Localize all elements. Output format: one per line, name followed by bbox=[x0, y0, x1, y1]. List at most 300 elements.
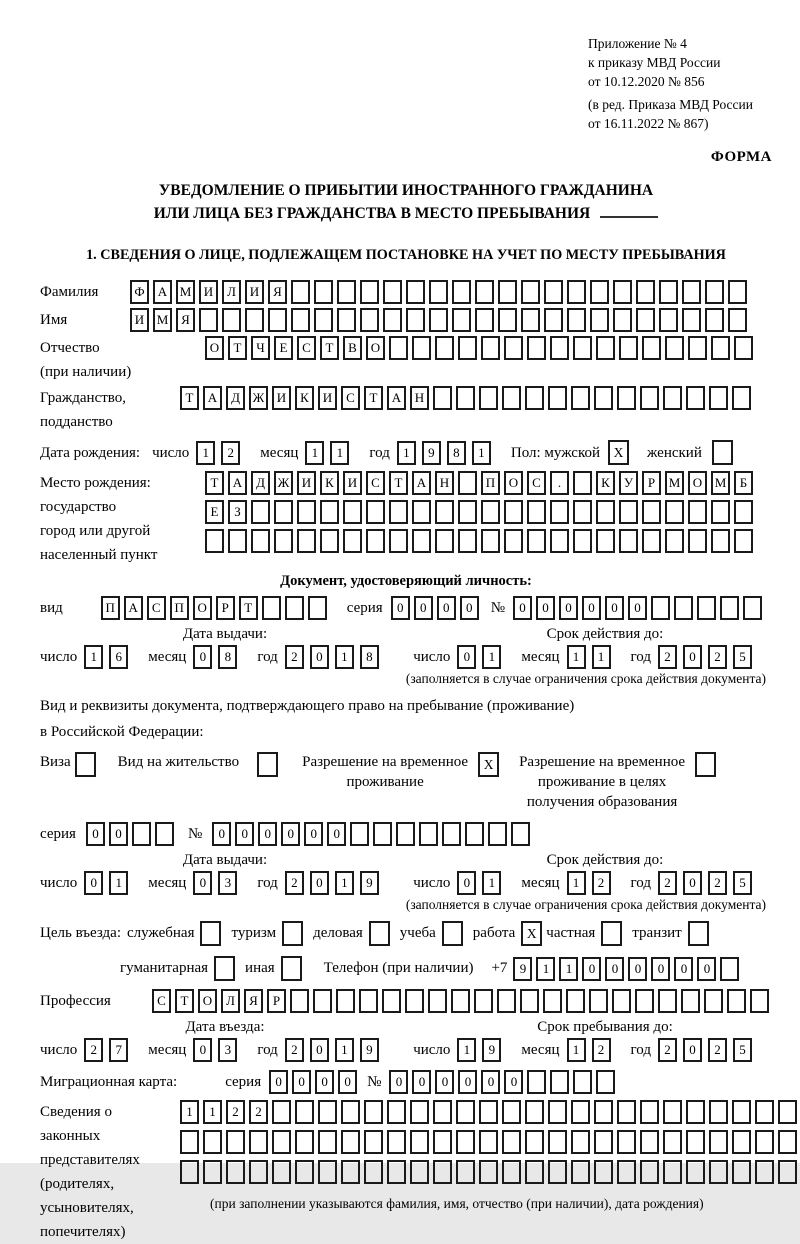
char-cell[interactable] bbox=[635, 989, 654, 1013]
char-cell[interactable]: 2 bbox=[285, 645, 304, 669]
char-cell[interactable] bbox=[778, 1130, 797, 1154]
char-cell[interactable]: . bbox=[550, 471, 569, 495]
char-cell[interactable] bbox=[412, 336, 431, 360]
char-cell[interactable] bbox=[778, 1100, 797, 1124]
char-cell[interactable]: Н bbox=[435, 471, 454, 495]
char-cell[interactable] bbox=[364, 1130, 383, 1154]
doc-issue-day[interactable] bbox=[84, 645, 134, 669]
char-cell[interactable]: 0 bbox=[582, 596, 601, 620]
char-cell[interactable]: 0 bbox=[310, 1038, 329, 1062]
char-cell[interactable] bbox=[617, 1160, 636, 1184]
char-cell[interactable] bbox=[435, 529, 454, 553]
char-cell[interactable] bbox=[341, 1100, 360, 1124]
char-cell[interactable] bbox=[550, 336, 569, 360]
char-cell[interactable] bbox=[488, 822, 507, 846]
char-cell[interactable] bbox=[525, 1100, 544, 1124]
migr-number-input[interactable] bbox=[389, 1070, 619, 1094]
char-cell[interactable] bbox=[433, 1100, 452, 1124]
char-cell[interactable]: Ф bbox=[130, 280, 149, 304]
char-cell[interactable] bbox=[318, 1100, 337, 1124]
char-cell[interactable] bbox=[465, 822, 484, 846]
char-cell[interactable] bbox=[663, 1100, 682, 1124]
char-cell[interactable] bbox=[180, 1130, 199, 1154]
char-cell[interactable]: Я bbox=[268, 280, 287, 304]
char-cell[interactable] bbox=[778, 1160, 797, 1184]
char-cell[interactable] bbox=[594, 1160, 613, 1184]
char-cell[interactable] bbox=[573, 500, 592, 524]
char-cell[interactable]: Ч bbox=[251, 336, 270, 360]
char-cell[interactable]: М bbox=[711, 471, 730, 495]
char-cell[interactable]: 1 bbox=[567, 645, 586, 669]
char-cell[interactable]: 1 bbox=[482, 871, 501, 895]
char-cell[interactable] bbox=[249, 1130, 268, 1154]
char-cell[interactable]: О bbox=[193, 596, 212, 620]
char-cell[interactable] bbox=[228, 529, 247, 553]
char-cell[interactable] bbox=[709, 1130, 728, 1154]
char-cell[interactable] bbox=[343, 500, 362, 524]
doc-expiry-month[interactable] bbox=[567, 645, 617, 669]
char-cell[interactable] bbox=[663, 1130, 682, 1154]
char-cell[interactable]: 8 bbox=[447, 441, 466, 465]
doc-number-input[interactable] bbox=[513, 596, 766, 620]
char-cell[interactable] bbox=[658, 989, 677, 1013]
char-cell[interactable]: 0 bbox=[269, 1070, 288, 1094]
char-cell[interactable]: С bbox=[297, 336, 316, 360]
char-cell[interactable] bbox=[755, 1130, 774, 1154]
char-cell[interactable] bbox=[640, 1160, 659, 1184]
char-cell[interactable] bbox=[548, 386, 567, 410]
char-cell[interactable]: Я bbox=[176, 308, 195, 332]
char-cell[interactable] bbox=[686, 1160, 705, 1184]
char-cell[interactable]: 1 bbox=[196, 441, 215, 465]
char-cell[interactable]: 0 bbox=[435, 1070, 454, 1094]
char-cell[interactable] bbox=[389, 500, 408, 524]
char-cell[interactable]: 0 bbox=[513, 596, 532, 620]
char-cell[interactable] bbox=[308, 596, 327, 620]
birth-place-input-row3[interactable] bbox=[205, 529, 757, 553]
char-cell[interactable] bbox=[589, 989, 608, 1013]
char-cell[interactable] bbox=[406, 308, 425, 332]
char-cell[interactable] bbox=[429, 280, 448, 304]
char-cell[interactable] bbox=[596, 1070, 615, 1094]
char-cell[interactable]: В bbox=[343, 336, 362, 360]
char-cell[interactable] bbox=[711, 529, 730, 553]
char-cell[interactable]: 0 bbox=[460, 596, 479, 620]
char-cell[interactable] bbox=[274, 529, 293, 553]
purpose-delovaya-checkbox[interactable] bbox=[369, 921, 390, 946]
purpose-inaya-checkbox[interactable] bbox=[281, 956, 302, 981]
char-cell[interactable] bbox=[636, 280, 655, 304]
char-cell[interactable] bbox=[550, 500, 569, 524]
char-cell[interactable] bbox=[543, 989, 562, 1013]
char-cell[interactable] bbox=[525, 1130, 544, 1154]
char-cell[interactable]: 2 bbox=[658, 1038, 677, 1062]
name-input[interactable] bbox=[130, 308, 751, 332]
char-cell[interactable]: 1 bbox=[482, 645, 501, 669]
char-cell[interactable] bbox=[481, 500, 500, 524]
char-cell[interactable] bbox=[596, 336, 615, 360]
char-cell[interactable] bbox=[734, 529, 753, 553]
char-cell[interactable] bbox=[249, 1160, 268, 1184]
char-cell[interactable] bbox=[734, 500, 753, 524]
char-cell[interactable]: 5 bbox=[733, 645, 752, 669]
char-cell[interactable] bbox=[686, 1100, 705, 1124]
char-cell[interactable] bbox=[314, 308, 333, 332]
char-cell[interactable]: 0 bbox=[458, 1070, 477, 1094]
birth-month-input[interactable] bbox=[305, 441, 355, 465]
char-cell[interactable] bbox=[226, 1130, 245, 1154]
char-cell[interactable]: 7 bbox=[109, 1038, 128, 1062]
char-cell[interactable]: 1 bbox=[305, 441, 324, 465]
temp-permit-checkbox[interactable]: X bbox=[478, 752, 499, 777]
char-cell[interactable] bbox=[318, 1160, 337, 1184]
char-cell[interactable] bbox=[734, 336, 753, 360]
char-cell[interactable] bbox=[720, 596, 739, 620]
char-cell[interactable]: 0 bbox=[605, 957, 624, 981]
char-cell[interactable]: П bbox=[481, 471, 500, 495]
char-cell[interactable] bbox=[682, 308, 701, 332]
char-cell[interactable] bbox=[458, 471, 477, 495]
char-cell[interactable] bbox=[520, 989, 539, 1013]
char-cell[interactable]: 1 bbox=[472, 441, 491, 465]
char-cell[interactable] bbox=[497, 989, 516, 1013]
char-cell[interactable]: З bbox=[228, 500, 247, 524]
char-cell[interactable] bbox=[458, 529, 477, 553]
char-cell[interactable]: 0 bbox=[683, 871, 702, 895]
char-cell[interactable]: 2 bbox=[249, 1100, 268, 1124]
representatives-input-row2[interactable] bbox=[180, 1130, 800, 1154]
char-cell[interactable] bbox=[544, 280, 563, 304]
entry-year[interactable] bbox=[285, 1038, 385, 1062]
permit-issue-month[interactable] bbox=[193, 871, 243, 895]
char-cell[interactable]: Т bbox=[180, 386, 199, 410]
char-cell[interactable] bbox=[663, 1160, 682, 1184]
char-cell[interactable]: О bbox=[688, 471, 707, 495]
purpose-ucheba-checkbox[interactable] bbox=[442, 921, 463, 946]
char-cell[interactable] bbox=[613, 280, 632, 304]
doc-expiry-day[interactable] bbox=[457, 645, 507, 669]
char-cell[interactable]: Р bbox=[216, 596, 235, 620]
char-cell[interactable] bbox=[387, 1160, 406, 1184]
char-cell[interactable]: 0 bbox=[109, 822, 128, 846]
char-cell[interactable]: Р bbox=[267, 989, 286, 1013]
char-cell[interactable]: 2 bbox=[84, 1038, 103, 1062]
citizenship-input[interactable] bbox=[180, 386, 755, 410]
char-cell[interactable]: 0 bbox=[481, 1070, 500, 1094]
sex-female-checkbox[interactable] bbox=[712, 440, 733, 465]
char-cell[interactable]: 1 bbox=[335, 1038, 354, 1062]
char-cell[interactable] bbox=[527, 500, 546, 524]
char-cell[interactable]: М bbox=[153, 308, 172, 332]
char-cell[interactable]: С bbox=[341, 386, 360, 410]
char-cell[interactable]: А bbox=[228, 471, 247, 495]
char-cell[interactable]: 1 bbox=[536, 957, 555, 981]
char-cell[interactable] bbox=[709, 1160, 728, 1184]
char-cell[interactable] bbox=[550, 1070, 569, 1094]
char-cell[interactable] bbox=[406, 280, 425, 304]
char-cell[interactable]: Т bbox=[205, 471, 224, 495]
char-cell[interactable]: 0 bbox=[258, 822, 277, 846]
char-cell[interactable] bbox=[665, 336, 684, 360]
char-cell[interactable] bbox=[456, 1160, 475, 1184]
char-cell[interactable]: О bbox=[504, 471, 523, 495]
char-cell[interactable] bbox=[155, 822, 174, 846]
char-cell[interactable]: 0 bbox=[628, 957, 647, 981]
char-cell[interactable] bbox=[337, 308, 356, 332]
char-cell[interactable]: 0 bbox=[683, 645, 702, 669]
char-cell[interactable] bbox=[502, 1100, 521, 1124]
edu-permit-checkbox[interactable] bbox=[695, 752, 716, 777]
char-cell[interactable]: 2 bbox=[226, 1100, 245, 1124]
birth-place-input-row2[interactable] bbox=[205, 500, 757, 524]
char-cell[interactable] bbox=[527, 529, 546, 553]
char-cell[interactable] bbox=[502, 386, 521, 410]
char-cell[interactable] bbox=[435, 336, 454, 360]
char-cell[interactable] bbox=[350, 822, 369, 846]
char-cell[interactable]: 2 bbox=[708, 645, 727, 669]
char-cell[interactable] bbox=[295, 1100, 314, 1124]
char-cell[interactable]: О bbox=[198, 989, 217, 1013]
char-cell[interactable] bbox=[262, 596, 281, 620]
stay-day[interactable] bbox=[457, 1038, 507, 1062]
char-cell[interactable] bbox=[548, 1100, 567, 1124]
char-cell[interactable] bbox=[320, 500, 339, 524]
char-cell[interactable]: С bbox=[366, 471, 385, 495]
patronymic-input[interactable] bbox=[205, 336, 757, 360]
char-cell[interactable] bbox=[203, 1130, 222, 1154]
doc-issue-year[interactable] bbox=[285, 645, 385, 669]
char-cell[interactable]: 0 bbox=[315, 1070, 334, 1094]
char-cell[interactable] bbox=[571, 1160, 590, 1184]
char-cell[interactable] bbox=[383, 308, 402, 332]
char-cell[interactable]: Т bbox=[320, 336, 339, 360]
char-cell[interactable]: И bbox=[343, 471, 362, 495]
char-cell[interactable] bbox=[285, 596, 304, 620]
char-cell[interactable] bbox=[590, 280, 609, 304]
char-cell[interactable] bbox=[665, 529, 684, 553]
char-cell[interactable]: М bbox=[665, 471, 684, 495]
char-cell[interactable] bbox=[498, 308, 517, 332]
char-cell[interactable]: А bbox=[387, 386, 406, 410]
char-cell[interactable] bbox=[709, 1100, 728, 1124]
char-cell[interactable]: Т bbox=[175, 989, 194, 1013]
char-cell[interactable] bbox=[705, 280, 724, 304]
char-cell[interactable]: 0 bbox=[457, 645, 476, 669]
char-cell[interactable] bbox=[479, 1100, 498, 1124]
char-cell[interactable]: 0 bbox=[193, 871, 212, 895]
char-cell[interactable]: 2 bbox=[592, 1038, 611, 1062]
char-cell[interactable] bbox=[612, 989, 631, 1013]
char-cell[interactable]: А bbox=[153, 280, 172, 304]
char-cell[interactable]: Ж bbox=[274, 471, 293, 495]
char-cell[interactable]: 0 bbox=[628, 596, 647, 620]
char-cell[interactable] bbox=[682, 280, 701, 304]
birth-year-input[interactable] bbox=[397, 441, 497, 465]
char-cell[interactable] bbox=[711, 336, 730, 360]
char-cell[interactable] bbox=[521, 308, 540, 332]
char-cell[interactable] bbox=[567, 308, 586, 332]
char-cell[interactable] bbox=[456, 1100, 475, 1124]
char-cell[interactable] bbox=[360, 308, 379, 332]
char-cell[interactable] bbox=[596, 529, 615, 553]
permit-issue-year[interactable] bbox=[285, 871, 385, 895]
char-cell[interactable] bbox=[755, 1100, 774, 1124]
char-cell[interactable] bbox=[571, 1100, 590, 1124]
char-cell[interactable] bbox=[732, 386, 751, 410]
char-cell[interactable]: Е bbox=[205, 500, 224, 524]
char-cell[interactable] bbox=[405, 989, 424, 1013]
char-cell[interactable] bbox=[442, 822, 461, 846]
char-cell[interactable] bbox=[619, 529, 638, 553]
char-cell[interactable] bbox=[387, 1130, 406, 1154]
char-cell[interactable]: Т bbox=[239, 596, 258, 620]
char-cell[interactable]: 3 bbox=[218, 1038, 237, 1062]
char-cell[interactable]: 3 bbox=[218, 871, 237, 895]
char-cell[interactable] bbox=[456, 1130, 475, 1154]
char-cell[interactable] bbox=[410, 1100, 429, 1124]
char-cell[interactable] bbox=[750, 989, 769, 1013]
char-cell[interactable]: 9 bbox=[360, 871, 379, 895]
char-cell[interactable]: С bbox=[152, 989, 171, 1013]
char-cell[interactable] bbox=[205, 529, 224, 553]
char-cell[interactable] bbox=[681, 989, 700, 1013]
char-cell[interactable] bbox=[272, 1130, 291, 1154]
char-cell[interactable] bbox=[199, 308, 218, 332]
char-cell[interactable] bbox=[389, 336, 408, 360]
char-cell[interactable]: 1 bbox=[592, 645, 611, 669]
char-cell[interactable] bbox=[636, 308, 655, 332]
char-cell[interactable]: 2 bbox=[285, 871, 304, 895]
char-cell[interactable]: И bbox=[245, 280, 264, 304]
char-cell[interactable]: 0 bbox=[605, 596, 624, 620]
char-cell[interactable]: Н bbox=[410, 386, 429, 410]
char-cell[interactable]: 0 bbox=[304, 822, 323, 846]
doc-type-input[interactable] bbox=[101, 596, 331, 620]
char-cell[interactable]: 0 bbox=[193, 1038, 212, 1062]
char-cell[interactable] bbox=[720, 957, 739, 981]
char-cell[interactable]: С bbox=[147, 596, 166, 620]
char-cell[interactable] bbox=[366, 529, 385, 553]
char-cell[interactable] bbox=[433, 1160, 452, 1184]
char-cell[interactable] bbox=[571, 386, 590, 410]
residence-permit-checkbox[interactable] bbox=[257, 752, 278, 777]
purpose-chastnaya-checkbox[interactable] bbox=[601, 921, 622, 946]
char-cell[interactable]: Т bbox=[228, 336, 247, 360]
char-cell[interactable]: 1 bbox=[567, 1038, 586, 1062]
char-cell[interactable] bbox=[548, 1130, 567, 1154]
char-cell[interactable] bbox=[433, 386, 452, 410]
char-cell[interactable]: И bbox=[297, 471, 316, 495]
char-cell[interactable]: 0 bbox=[683, 1038, 702, 1062]
char-cell[interactable] bbox=[458, 336, 477, 360]
purpose-rabota-checkbox[interactable]: X bbox=[521, 921, 542, 946]
char-cell[interactable] bbox=[458, 500, 477, 524]
char-cell[interactable]: Ж bbox=[249, 386, 268, 410]
char-cell[interactable]: 0 bbox=[414, 596, 433, 620]
char-cell[interactable]: 9 bbox=[360, 1038, 379, 1062]
char-cell[interactable] bbox=[659, 280, 678, 304]
permit-issue-day[interactable] bbox=[84, 871, 134, 895]
char-cell[interactable] bbox=[755, 1160, 774, 1184]
char-cell[interactable]: И bbox=[199, 280, 218, 304]
char-cell[interactable]: 0 bbox=[651, 957, 670, 981]
permit-expiry-month[interactable] bbox=[567, 871, 617, 895]
char-cell[interactable] bbox=[366, 500, 385, 524]
char-cell[interactable] bbox=[573, 336, 592, 360]
char-cell[interactable] bbox=[504, 336, 523, 360]
purpose-tranzit-checkbox[interactable] bbox=[688, 921, 709, 946]
char-cell[interactable] bbox=[429, 308, 448, 332]
char-cell[interactable] bbox=[396, 822, 415, 846]
char-cell[interactable] bbox=[291, 280, 310, 304]
char-cell[interactable] bbox=[594, 1130, 613, 1154]
char-cell[interactable]: И bbox=[130, 308, 149, 332]
char-cell[interactable] bbox=[544, 308, 563, 332]
char-cell[interactable] bbox=[704, 989, 723, 1013]
char-cell[interactable]: О bbox=[205, 336, 224, 360]
entry-month[interactable] bbox=[193, 1038, 243, 1062]
char-cell[interactable] bbox=[674, 596, 693, 620]
char-cell[interactable] bbox=[743, 596, 762, 620]
char-cell[interactable] bbox=[663, 386, 682, 410]
char-cell[interactable]: Д bbox=[226, 386, 245, 410]
char-cell[interactable] bbox=[452, 308, 471, 332]
char-cell[interactable]: 0 bbox=[281, 822, 300, 846]
char-cell[interactable]: 1 bbox=[84, 645, 103, 669]
char-cell[interactable]: 2 bbox=[592, 871, 611, 895]
char-cell[interactable] bbox=[451, 989, 470, 1013]
char-cell[interactable] bbox=[320, 529, 339, 553]
representatives-input-row1[interactable] bbox=[180, 1100, 800, 1124]
char-cell[interactable] bbox=[525, 1160, 544, 1184]
char-cell[interactable] bbox=[640, 1100, 659, 1124]
char-cell[interactable]: 0 bbox=[193, 645, 212, 669]
char-cell[interactable]: 0 bbox=[457, 871, 476, 895]
char-cell[interactable] bbox=[410, 1130, 429, 1154]
surname-input[interactable] bbox=[130, 280, 751, 304]
char-cell[interactable]: И bbox=[318, 386, 337, 410]
char-cell[interactable]: Л bbox=[221, 989, 240, 1013]
visa-checkbox[interactable] bbox=[75, 752, 96, 777]
char-cell[interactable] bbox=[382, 989, 401, 1013]
char-cell[interactable]: К bbox=[295, 386, 314, 410]
char-cell[interactable] bbox=[456, 386, 475, 410]
sex-male-checkbox[interactable]: X bbox=[608, 440, 629, 465]
char-cell[interactable] bbox=[711, 500, 730, 524]
char-cell[interactable]: С bbox=[527, 471, 546, 495]
char-cell[interactable] bbox=[697, 596, 716, 620]
char-cell[interactable] bbox=[665, 500, 684, 524]
char-cell[interactable] bbox=[410, 1160, 429, 1184]
permit-seriya-input[interactable] bbox=[86, 822, 178, 846]
char-cell[interactable]: 0 bbox=[437, 596, 456, 620]
char-cell[interactable]: 1 bbox=[180, 1100, 199, 1124]
char-cell[interactable]: 2 bbox=[221, 441, 240, 465]
char-cell[interactable]: 0 bbox=[338, 1070, 357, 1094]
char-cell[interactable] bbox=[642, 529, 661, 553]
char-cell[interactable] bbox=[642, 500, 661, 524]
char-cell[interactable] bbox=[226, 1160, 245, 1184]
char-cell[interactable]: Я bbox=[244, 989, 263, 1013]
char-cell[interactable]: О bbox=[366, 336, 385, 360]
char-cell[interactable]: 8 bbox=[360, 645, 379, 669]
char-cell[interactable] bbox=[617, 1100, 636, 1124]
char-cell[interactable] bbox=[412, 529, 431, 553]
char-cell[interactable] bbox=[295, 1160, 314, 1184]
char-cell[interactable]: 0 bbox=[212, 822, 231, 846]
char-cell[interactable] bbox=[498, 280, 517, 304]
purpose-sluzhebnaya-checkbox[interactable] bbox=[200, 921, 221, 946]
